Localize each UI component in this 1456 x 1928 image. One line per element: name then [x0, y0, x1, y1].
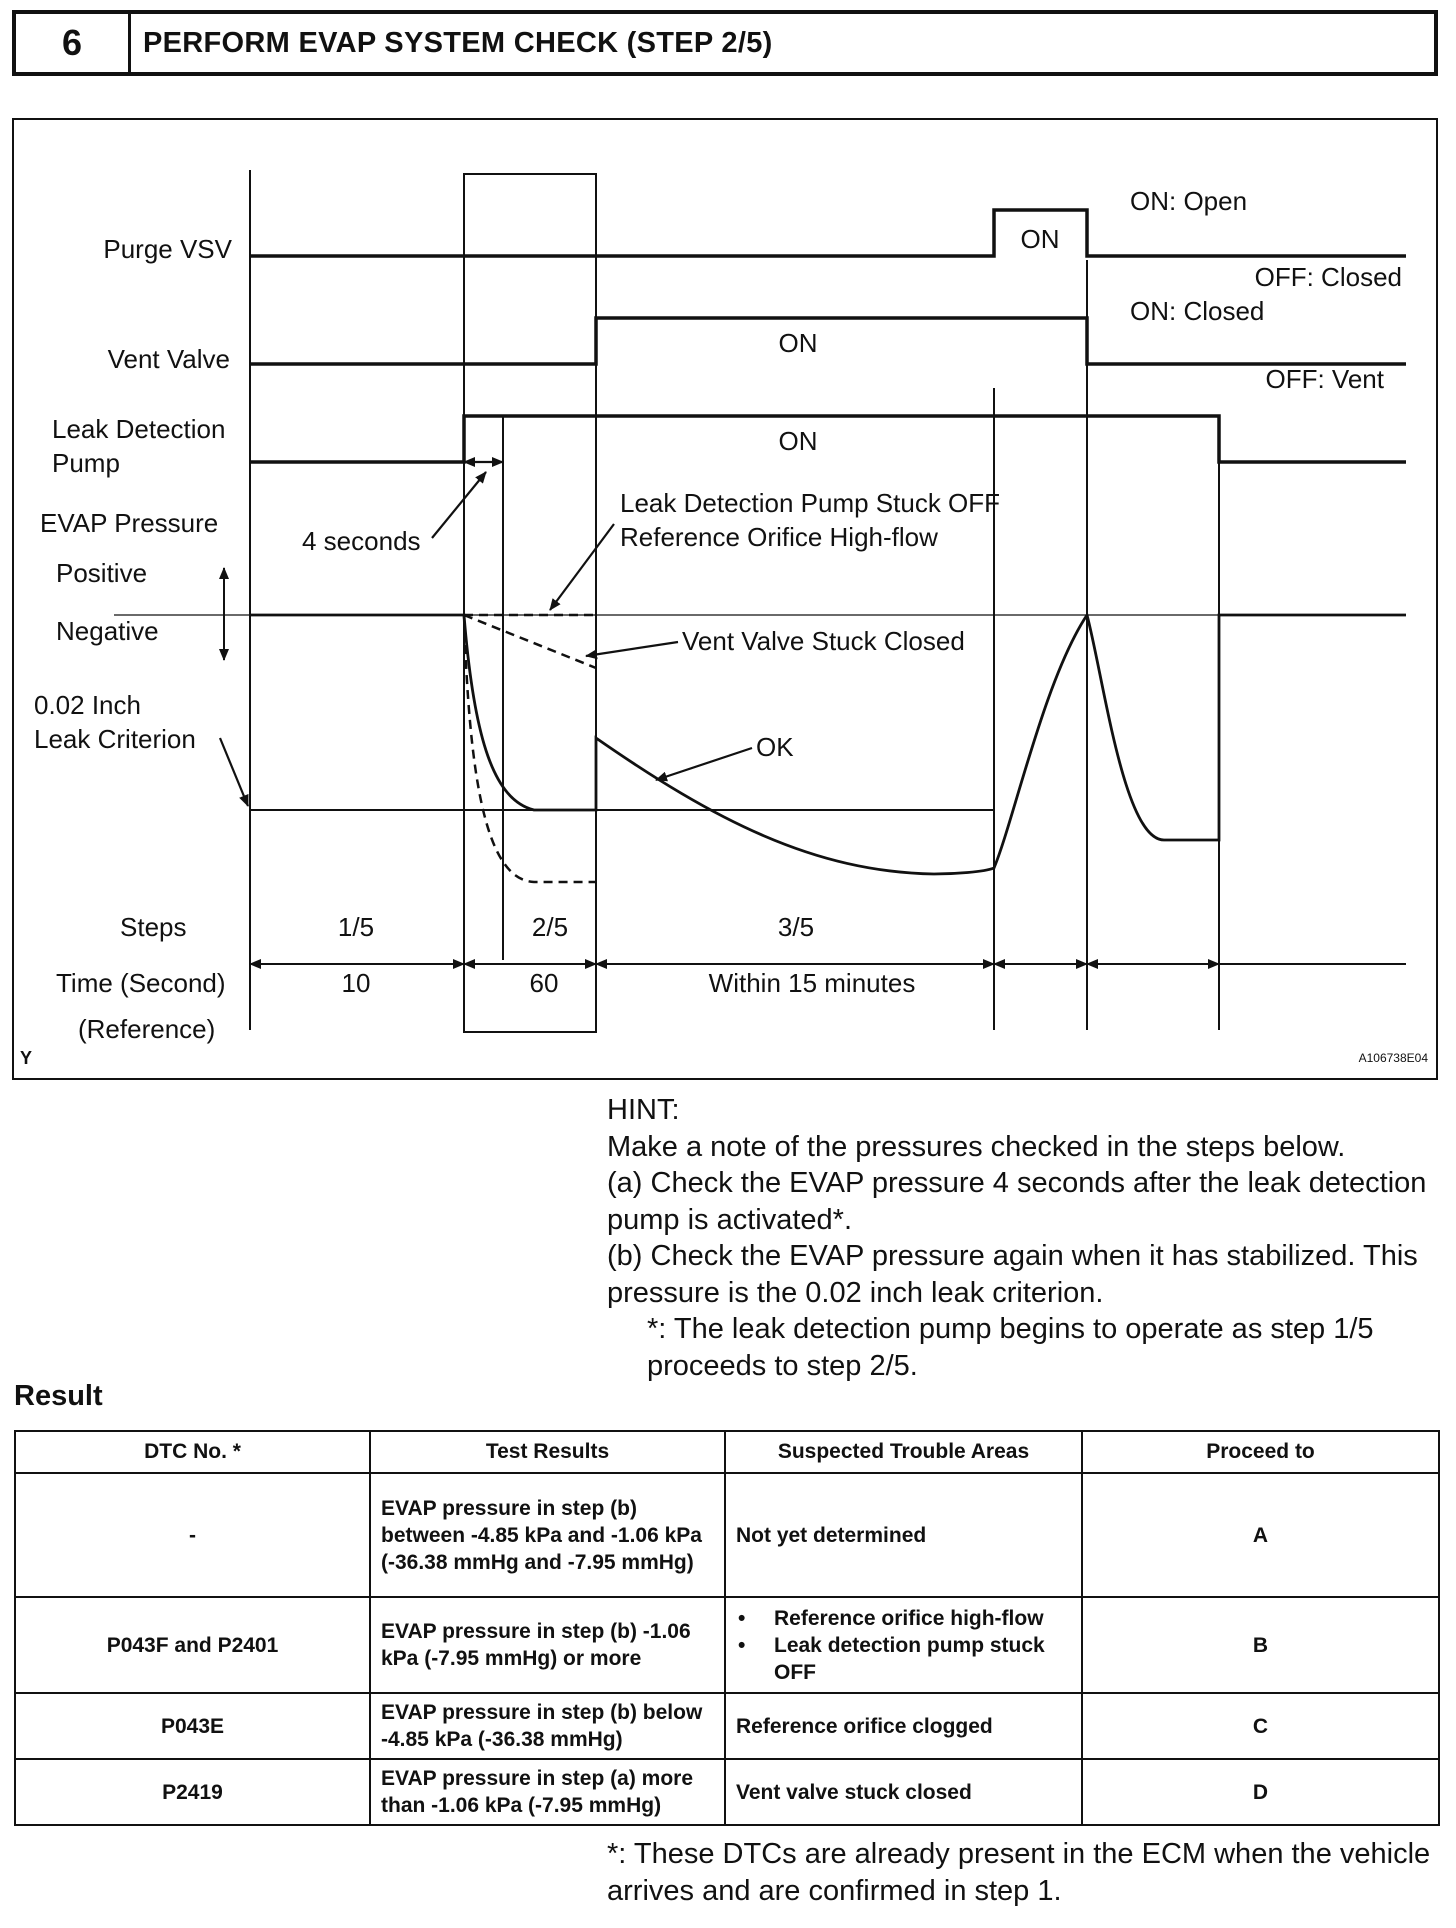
dtc-cell: P043F and P2401	[15, 1597, 370, 1693]
clogged-dashed-curve	[464, 615, 596, 882]
ok-label: OK	[756, 732, 794, 762]
timing-diagram-svg	[14, 120, 1436, 1078]
purge-on-label: ON	[1020, 224, 1060, 254]
label-time: Time (Second)	[56, 968, 226, 998]
table-row	[15, 1759, 1439, 1825]
figure-id: A106738E04	[1358, 1051, 1428, 1065]
dtc-cell: -	[15, 1473, 370, 1597]
test-result-cell: EVAP pressure in step (b) -1.06 kPa (-7.95 mmHg) or more	[370, 1597, 725, 1693]
stuck-off-arrow	[550, 524, 614, 610]
timing-diagram	[12, 118, 1438, 1080]
hint-title: HINT:	[607, 1094, 680, 1126]
time-3-label: Within 15 minutes	[708, 968, 916, 998]
hint-line-1: Make a note of the pressures checked in the steps below.	[607, 1130, 1346, 1163]
label-pump: Pump	[52, 448, 120, 478]
test-result-cell: EVAP pressure in step (b) between -4.85 kPa and -1.06 kPa (-36.38 mmHg and -7.95 mmHg)	[370, 1473, 725, 1597]
label-leak-criterion-2: Leak Criterion	[34, 724, 196, 754]
result-table	[14, 1430, 1440, 1826]
label-purge-vsv: Purge VSV	[103, 234, 232, 264]
label-steps: Steps	[120, 912, 187, 942]
step-header	[12, 10, 1438, 76]
stuck-off-label-2: Reference Orifice High-flow	[620, 522, 938, 552]
trouble-area-item: • Leak detection pump stuck OFF	[736, 1632, 1071, 1686]
label-negative: Negative	[56, 616, 159, 646]
test-result-cell: EVAP pressure in step (b) below -4.85 kPa (-36.38 mmHg)	[370, 1693, 725, 1759]
column-header: Test Results	[370, 1431, 725, 1473]
proceed-cell: A	[1082, 1473, 1439, 1597]
table-row	[15, 1473, 1439, 1597]
vent-stuck-label: Vent Valve Stuck Closed	[682, 626, 965, 656]
table-row	[15, 1597, 1439, 1693]
label-positive: Positive	[56, 558, 148, 588]
trouble-area-cell: Reference orifice clogged	[725, 1693, 1082, 1759]
four-seconds-label: 4 seconds	[302, 526, 421, 556]
pump-signal	[250, 416, 1406, 462]
label-corner-letter: Y	[20, 1048, 33, 1068]
test-result-cell: EVAP pressure in step (a) more than -1.06 kPa (-7.95 mmHg)	[370, 1759, 725, 1825]
stuck-off-label-1: Leak Detection Pump Stuck OFF	[620, 488, 1001, 518]
footnote: *: These DTCs are already present in the ECM when the vehicle arrives and are confirmed in step 1.	[607, 1838, 1431, 1907]
label-reference: (Reference)	[78, 1014, 216, 1044]
column-header: Suspected Trouble Areas	[725, 1431, 1082, 1473]
result-heading: Result	[14, 1380, 103, 1412]
vent-on-closed-label: ON: Closed	[1130, 296, 1265, 326]
purge-vsv-signal	[250, 210, 1406, 256]
label-leak-criterion-1: 0.02 Inch	[34, 690, 141, 720]
column-header: Proceed to	[1082, 1431, 1439, 1473]
proceed-cell: C	[1082, 1693, 1439, 1759]
label-leak-detection: Leak Detection	[52, 414, 226, 444]
leak-criterion-arrow	[220, 738, 248, 806]
step-number: 6	[16, 14, 131, 72]
vent-stuck-arrow	[586, 642, 678, 656]
ok-arrow	[656, 748, 752, 780]
step-1-label: 1/5	[337, 912, 375, 942]
step-2-window	[464, 174, 596, 1032]
hint-line-2: (a) Check the EVAP pressure 4 seconds after the leak detection pump is activated*.	[607, 1167, 1427, 1236]
dtc-cell: P043E	[15, 1693, 370, 1759]
hint-block	[607, 1092, 1447, 1384]
hint-line-3: (b) Check the EVAP pressure again when it has stabilized. This pressure is the 0.02 inch leak criterion.	[607, 1240, 1418, 1309]
proceed-cell: D	[1082, 1759, 1439, 1825]
purge-on-open-label: ON: Open	[1130, 186, 1248, 216]
pump-on-label: ON	[778, 426, 818, 456]
step-2-label: 2/5	[531, 912, 569, 942]
vent-on-label: ON	[778, 328, 818, 358]
vent-off-vent-label: OFF: Vent	[1265, 364, 1384, 394]
hint-note: *: The leak detection pump begins to operate as step 1/5 proceeds to step 2/5.	[647, 1313, 1374, 1382]
trouble-area-cell: Not yet determined	[725, 1473, 1082, 1597]
dtc-cell: P2419	[15, 1759, 370, 1825]
time-1-label: 10	[341, 968, 371, 998]
column-header: DTC No. *	[15, 1431, 370, 1473]
step-3-label: 3/5	[777, 912, 815, 942]
label-vent-valve: Vent Valve	[107, 344, 230, 374]
proceed-cell: B	[1082, 1597, 1439, 1693]
trouble-area-cell: Vent valve stuck closed	[725, 1759, 1082, 1825]
step-title: PERFORM EVAP SYSTEM CHECK (STEP 2/5)	[143, 26, 773, 59]
trouble-area-item: • Reference orifice high-flow	[736, 1605, 1071, 1632]
table-row	[15, 1693, 1439, 1759]
vent-stuck-dashed-line	[464, 615, 596, 668]
four-seconds-arrow	[432, 472, 486, 538]
purge-off-closed-label: OFF: Closed	[1254, 262, 1402, 292]
label-evap-pressure: EVAP Pressure	[40, 508, 219, 538]
time-2-label: 60	[529, 968, 559, 998]
trouble-area-cell	[725, 1597, 1082, 1693]
table-header-row	[15, 1431, 1439, 1473]
